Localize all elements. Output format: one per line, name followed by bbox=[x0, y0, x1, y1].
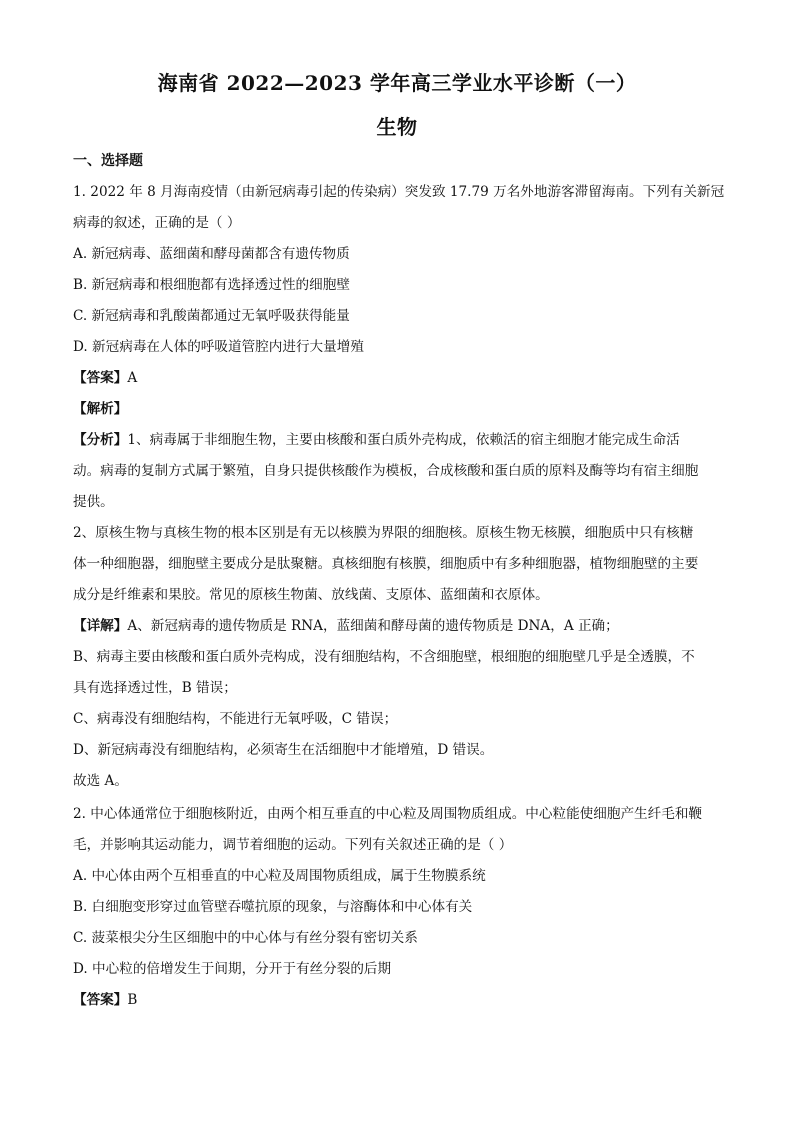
q1-option-d: D. 新冠病毒在人体的呼吸道管腔内进行大量增殖 bbox=[73, 339, 364, 355]
q1-option-c: C. 新冠病毒和乳酸菌都通过无氧呼吸获得能量 bbox=[73, 308, 350, 324]
q1-xiangjie-line3: 具有选择透过性，B 错误； bbox=[73, 680, 237, 696]
q1-fenxi-line5: 体一种细胞器，细胞壁主要成分是肽聚糖。真核细胞有核膜，细胞质中有多种细胞器，植物细胞壁的主要 bbox=[73, 556, 699, 572]
section-heading: 一、选择题 bbox=[73, 153, 143, 169]
q1-fenxi-line1 bbox=[73, 430, 680, 450]
jiexi-tag: 【解析】 bbox=[73, 401, 128, 417]
q2-option-a: A. 中心体由两个互相垂直的中心粒及周围物质组成，属于生物膜系统 bbox=[73, 868, 486, 884]
q1-fenxi-line6: 成分是纤维素和果胶。常见的原核生物菌、放线菌、支原体、蓝细菌和衣原体。 bbox=[73, 587, 549, 603]
q1-fenxi-line2: 动。病毒的复制方式属于繁殖，自身只提供核酸作为模板，合成核酸和蛋白质的原料及酶等均有宿主细胞 bbox=[73, 463, 699, 479]
q1-fenxi-line3: 提供。 bbox=[73, 494, 114, 510]
xiangjie-text-1: A、新冠病毒的遗传物质是 RNA，蓝细菌和酵母菌的遗传物质是 DNA，A 正确； bbox=[127, 618, 619, 634]
answer-tag: 【答案】 bbox=[73, 992, 128, 1008]
q1-option-b: B. 新冠病毒和根细胞都有选择透过性的细胞壁 bbox=[73, 277, 350, 293]
q1-analysis-heading bbox=[73, 399, 127, 419]
q2-option-c: C. 菠菜根尖分生区细胞中的中心体与有丝分裂有密切关系 bbox=[73, 930, 418, 946]
answer-tag: 【答案】 bbox=[73, 370, 128, 386]
q2-stem-line2: 毛，并影响其运动能力，调节着细胞的运动。下列有关叙述正确的是（ ） bbox=[73, 837, 513, 853]
q1-xiangjie-line2: B、病毒主要由核酸和蛋白质外壳构成，没有细胞结构，不含细胞壁，根细胞的细胞壁几乎是全透膜，不 bbox=[73, 649, 695, 665]
q2-answer bbox=[73, 990, 137, 1010]
page-subtitle: 生物 bbox=[376, 115, 418, 139]
fenxi-tag: 【分析】 bbox=[73, 432, 128, 448]
q1-stem-line1: 1. 2022 年 8 月海南疫情（由新冠病毒引起的传染病）突发致 17.79 万名外地游客滞留海南。下列有关新冠 bbox=[73, 184, 725, 200]
q1-stem-line2: 病毒的叙述，正确的是（ ） bbox=[73, 215, 241, 231]
answer-value: B bbox=[127, 992, 138, 1008]
q1-xiangjie-line4: C、病毒没有细胞结构，不能进行无氧呼吸，C 错误； bbox=[73, 711, 398, 727]
xiangjie-tag: 【详解】 bbox=[73, 618, 128, 634]
page-title: 海南省 2022—2023 学年高三学业水平诊断（一） bbox=[157, 71, 637, 95]
q1-conclusion: 故选 A。 bbox=[73, 773, 128, 789]
q1-xiangjie-line5: D、新冠病毒没有细胞结构，必须寄生在活细胞中才能增殖，D 错误。 bbox=[73, 742, 494, 758]
q2-stem-line1: 2. 中心体通常位于细胞核附近，由两个相互垂直的中心粒及周围物质组成。中心粒能使细胞产生纤毛和鞭 bbox=[73, 806, 703, 822]
q1-option-a: A. 新冠病毒、蓝细菌和酵母菌都含有遗传物质 bbox=[73, 246, 350, 262]
fenxi-text-1: 1、病毒属于非细胞生物，主要由核酸和蛋白质外壳构成，依赖活的宿主细胞才能完成生命活 bbox=[127, 432, 680, 448]
answer-value: A bbox=[127, 370, 138, 386]
q2-option-d: D. 中心粒的倍增发生于间期，分开于有丝分裂的后期 bbox=[73, 961, 392, 977]
q1-answer bbox=[73, 368, 137, 388]
q1-fenxi-line4: 2、原核生物与真核生物的根本区别是有无以核膜为界限的细胞核。原核生物无核膜，细胞质中只有核糖 bbox=[73, 525, 694, 541]
q1-xiangjie-line1 bbox=[73, 616, 619, 636]
q2-option-b: B. 白细胞变形穿过血管壁吞噬抗原的现象，与溶酶体和中心体有关 bbox=[73, 899, 473, 915]
